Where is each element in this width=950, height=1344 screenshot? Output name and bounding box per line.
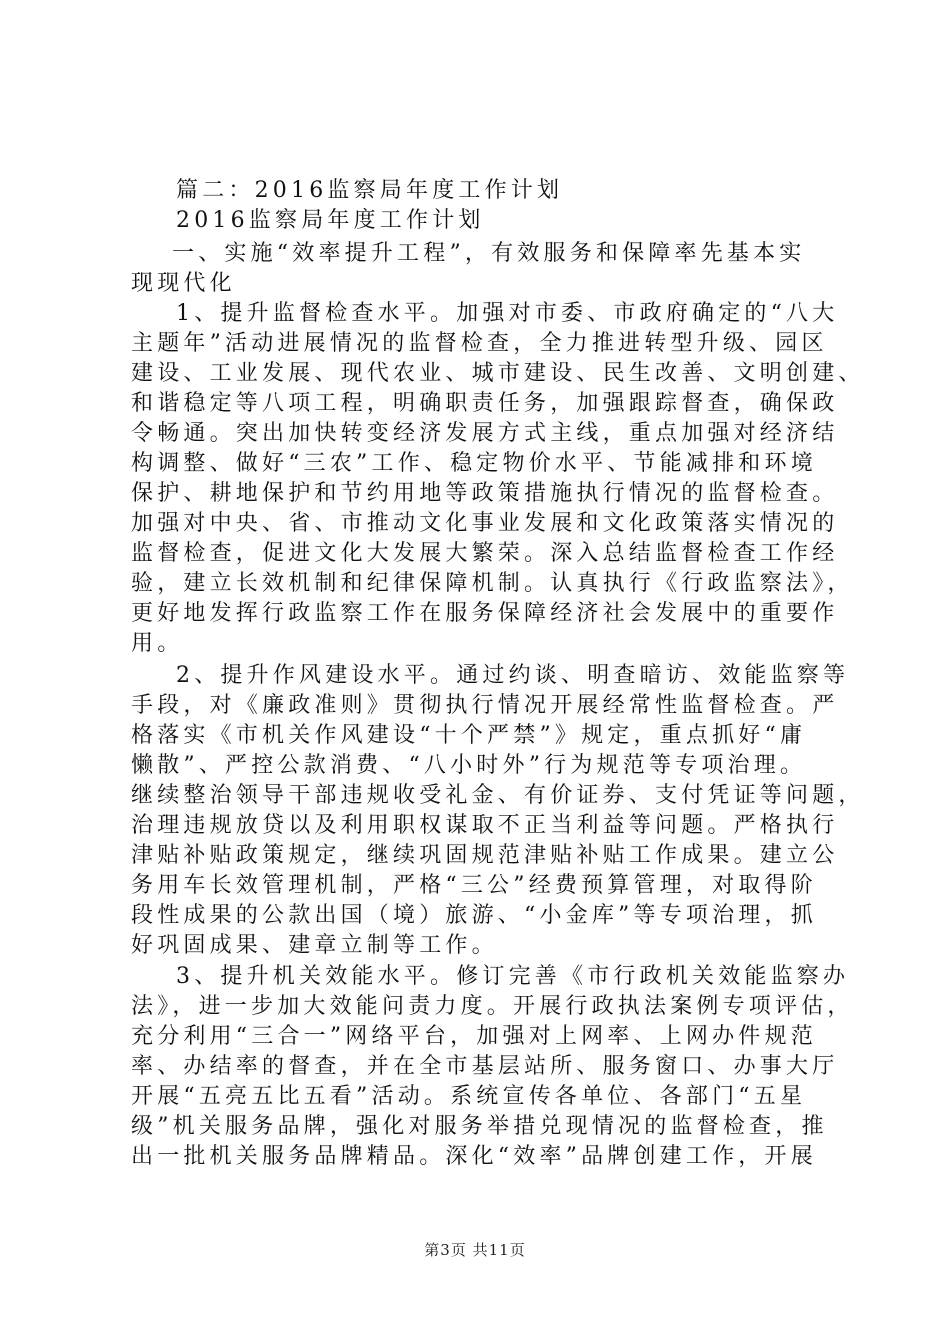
body-line: 2、提升作风建设水平。通过约谈、明查暗访、效能监察等 <box>176 663 850 688</box>
body-line: 法》，进一步加大效能问责力度。开展行政执法案例专项评估， <box>131 994 854 1019</box>
body-line: 构调整、做好“三农”工作、稳定物价水平、节能减排和环境 <box>131 451 817 476</box>
body-line: 津贴补贴政策规定，继续巩固规范津贴补贴工作成果。建立公 <box>131 843 839 868</box>
body-line: 充分利用“三合一”网络平台，加强对上网率、上网办件规范 <box>131 1024 817 1049</box>
body-line: 和谐稳定等八项工程，明确职责任务，加强跟踪督查，确保政 <box>131 391 839 416</box>
body-line: 验，建立长效机制和纪律保障机制。认真执行《行政监察法》， <box>131 571 854 596</box>
body-line: 主题年”活动进展情况的监督检查，全力推进转型升级、园区 <box>131 331 828 356</box>
body-line: 格落实《市机关作风建设“十个严禁”》规定，重点抓好“庸 <box>131 723 807 748</box>
document-title: 2016监察局年度工作计划 <box>176 208 485 233</box>
page-number: 第3页 共11页 <box>424 1241 526 1259</box>
body-line: 更好地发挥行政监察工作在服务保障经济社会发展中的重要作 <box>131 601 839 626</box>
body-line: 治理违规放贷以及利用职权谋取不正当利益等问题。严格执行 <box>131 813 839 838</box>
body-line: 出一批机关服务品牌精品。深化“效率”品牌创建工作，开展 <box>131 1144 817 1169</box>
body-line: 好巩固成果、建章立制等工作。 <box>131 933 498 958</box>
body-line: 建设、工业发展、现代农业、城市建设、民生改善、文明创建、 <box>131 361 865 386</box>
body-line: 段性成果的公款出国（境）旅游、“小金库”等专项治理，抓 <box>131 903 817 928</box>
body-line: 保护、耕地保护和节约用地等政策措施执行情况的监督检查。 <box>131 481 839 506</box>
body-line: 懒散”、严控公款消费、“八小时外”行为规范等专项治理。 <box>131 753 807 778</box>
body-line: 令畅通。突出加快转变经济发展方式主线，重点加强对经济结 <box>131 421 839 446</box>
body-line: 手段，对《廉政准则》贯彻执行情况开展经常性监督检查。严 <box>131 693 839 718</box>
document-heading: 篇二：2016监察局年度工作计划 <box>176 178 564 203</box>
body-line: 用。 <box>131 631 184 656</box>
body-line: 1、提升监督检查水平。加强对市委、市政府确定的“八大 <box>176 301 839 326</box>
body-line: 一、实施“效率提升工程”，有效服务和保障率先基本实 <box>172 241 806 266</box>
body-line: 级”机关服务品牌，强化对服务举措兑现情况的监督检查，推 <box>131 1114 828 1139</box>
body-line: 务用车长效管理机制，严格“三公”经费预算管理，对取得阶 <box>131 873 817 898</box>
body-line: 率、办结率的督查，并在全市基层站所、服务窗口、办事大厅 <box>131 1054 839 1079</box>
body-line: 开展“五亮五比五看”活动。系统宣传各单位、各部门“五星 <box>131 1084 807 1109</box>
body-line: 现现代化 <box>131 271 236 296</box>
body-line: 加强对中央、省、市推动文化事业发展和文化政策落实情况的 <box>131 511 839 536</box>
body-line: 3、提升机关效能水平。修订完善《市行政机关效能监察办 <box>176 964 850 989</box>
body-line: 监督检查，促进文化大发展大繁荣。深入总结监督检查工作经 <box>131 541 839 566</box>
body-line: 继续整治领导干部违规收受礼金、有价证券、支付凭证等问题， <box>131 783 865 808</box>
